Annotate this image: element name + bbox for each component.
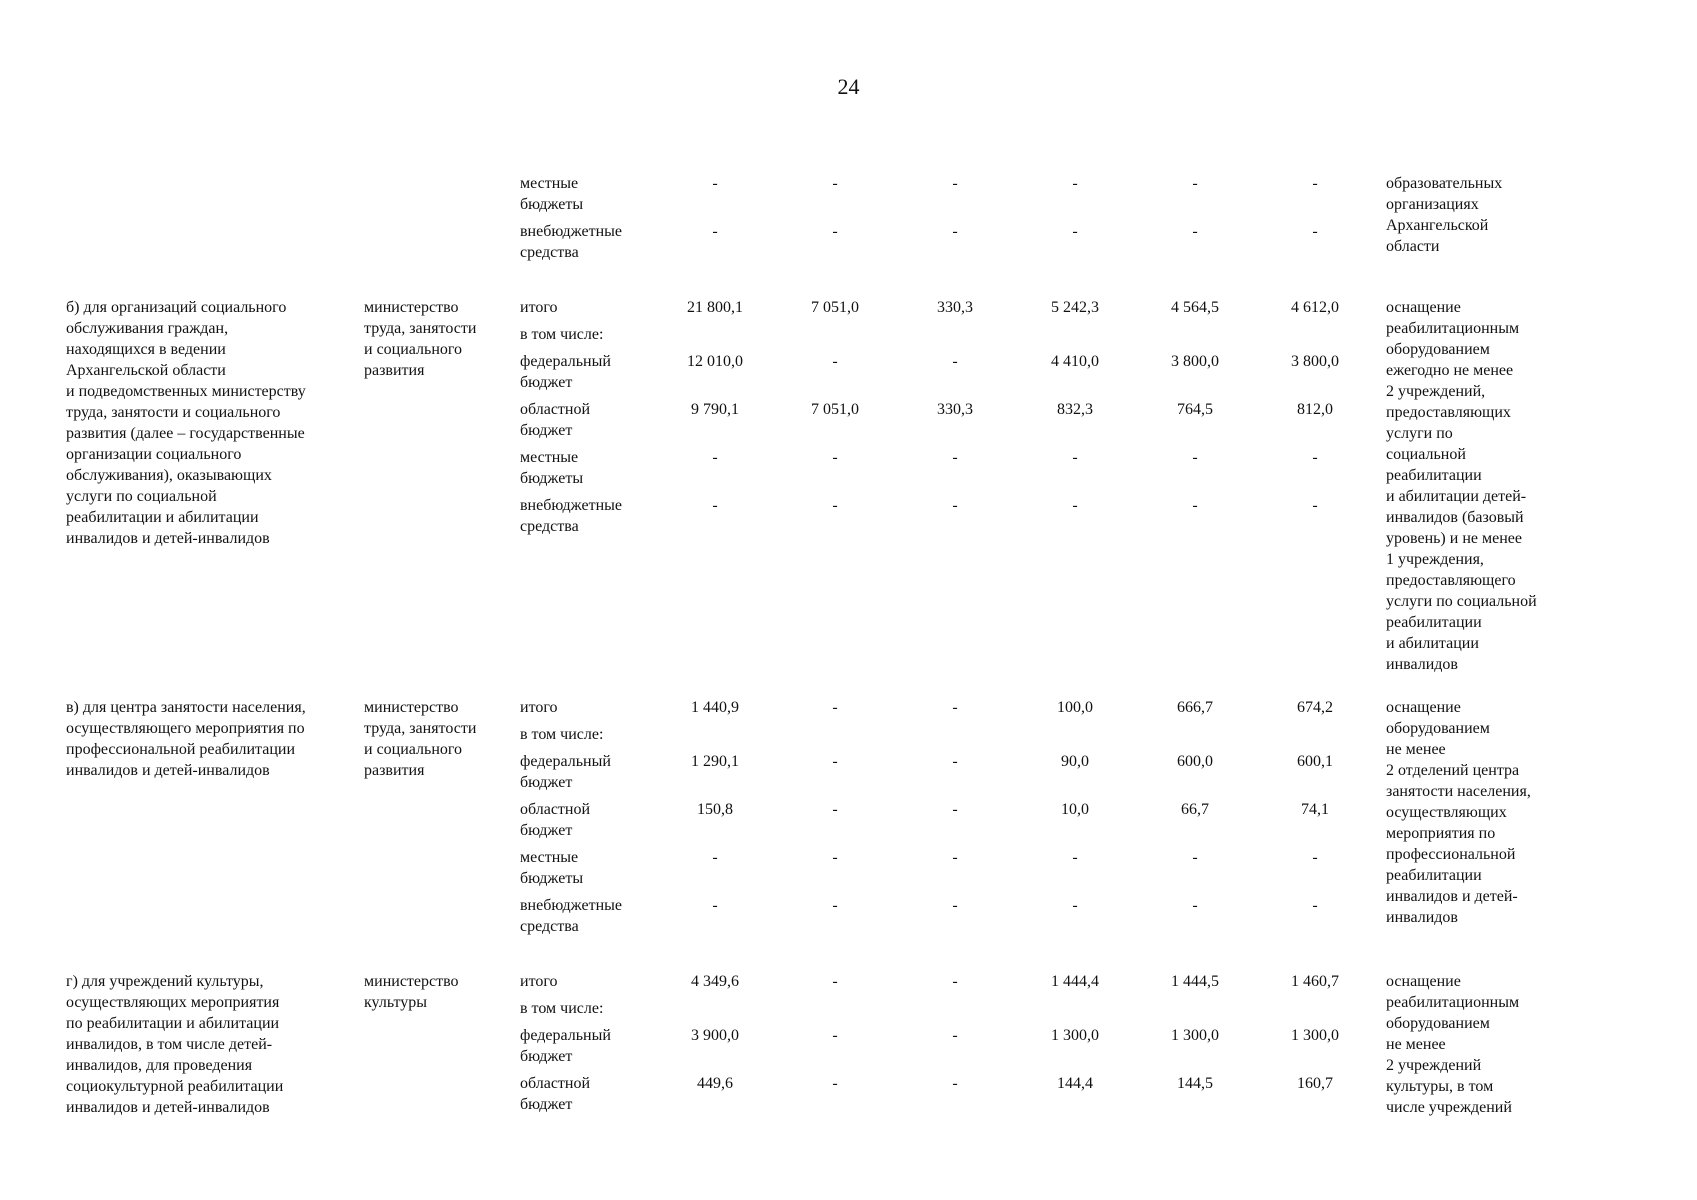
row-label: областной бюджет xyxy=(520,1075,591,1113)
measure-description: б) для организаций социального обслуживания граждан, находящихся в ведении Архангельской области и подведомственных министерству труда, занятости и социального развития (далее – государственные организации социального обслуживания), оказывающих услуги по социальной реабилитации и абилитации инвалидов и детей-инвалидов xyxy=(66,299,306,547)
value-cell: - xyxy=(1312,897,1318,914)
value-cell: - xyxy=(1312,223,1318,240)
value-cell: - xyxy=(952,223,958,240)
row-label: в том числе: xyxy=(520,1000,604,1017)
value-cell: 12 010,0 xyxy=(687,353,743,370)
value-cell: 66,7 xyxy=(1181,801,1209,818)
page-number: 24 xyxy=(837,74,860,99)
value-cell: 5 242,3 xyxy=(1051,299,1099,316)
value-cell: 7 051,0 xyxy=(811,299,859,316)
value-cell: - xyxy=(832,223,838,240)
value-cell: 160,7 xyxy=(1297,1075,1333,1092)
value-cell: - xyxy=(952,849,958,866)
value-cell: - xyxy=(952,497,958,514)
value-cell: 1 440,9 xyxy=(691,699,739,716)
value-cell: - xyxy=(832,849,838,866)
value-cell: 1 460,7 xyxy=(1291,973,1339,990)
value-cell: 600,1 xyxy=(1297,753,1333,770)
value-cell: - xyxy=(712,897,718,914)
value-cell: - xyxy=(832,1075,838,1092)
value-cell: 330,3 xyxy=(937,299,973,316)
value-cell: - xyxy=(1072,175,1078,192)
value-cell: 21 800,1 xyxy=(687,299,743,316)
executor: министерство труда, занятости и социального развития xyxy=(364,699,477,779)
value-cell: 7 051,0 xyxy=(811,401,859,418)
value-cell: 3 900,0 xyxy=(691,1027,739,1044)
value-cell: 832,3 xyxy=(1057,401,1093,418)
row-label: федеральный бюджет xyxy=(520,753,611,791)
row-label: местные бюджеты xyxy=(520,449,584,487)
row-label: областной бюджет xyxy=(520,401,591,439)
value-cell: 9 790,1 xyxy=(691,401,739,418)
value-cell: 449,6 xyxy=(697,1075,733,1092)
row-label: итого xyxy=(520,299,558,316)
value-cell: - xyxy=(832,353,838,370)
value-cell: - xyxy=(952,753,958,770)
value-cell: - xyxy=(832,449,838,466)
value-cell: - xyxy=(1072,223,1078,240)
value-cell: 330,3 xyxy=(937,401,973,418)
value-cell: - xyxy=(1192,497,1198,514)
value-cell: - xyxy=(1072,897,1078,914)
row-label: в том числе: xyxy=(520,726,604,743)
value-cell: - xyxy=(952,175,958,192)
value-cell: - xyxy=(832,973,838,990)
value-cell: - xyxy=(1192,897,1198,914)
row-label: внебюджетные средства xyxy=(520,223,622,261)
value-cell: 4 612,0 xyxy=(1291,299,1339,316)
value-cell: - xyxy=(832,897,838,914)
value-cell: 10,0 xyxy=(1061,801,1089,818)
value-cell: - xyxy=(712,497,718,514)
value-cell: - xyxy=(952,1027,958,1044)
value-cell: 1 444,4 xyxy=(1051,973,1099,990)
row-label: федеральный бюджет xyxy=(520,1027,611,1065)
value-cell: - xyxy=(712,175,718,192)
value-cell: 1 300,0 xyxy=(1171,1027,1219,1044)
result-text: оснащение реабилитационным оборудованием не менее 2 учреждений культуры, в том числе учреждений xyxy=(1386,973,1520,1116)
value-cell: - xyxy=(1312,497,1318,514)
value-cell: 1 290,1 xyxy=(691,753,739,770)
result-text: оснащение оборудованием не менее 2 отделений центра занятости населения, осуществляющих мероприятия по профессиональной реабилитации инвалидов и детей- инвалидов xyxy=(1386,699,1531,926)
value-cell: - xyxy=(1312,175,1318,192)
measure-description: в) для центра занятости населения, осуществляющего мероприятия по профессиональной реабилитации инвалидов и детей-инвалидов xyxy=(66,699,306,779)
row-label: итого xyxy=(520,973,558,990)
row-label: местные бюджеты xyxy=(520,175,584,213)
value-cell: 1 300,0 xyxy=(1291,1027,1339,1044)
value-cell: 1 444,5 xyxy=(1171,973,1219,990)
value-cell: 600,0 xyxy=(1177,753,1213,770)
value-cell: - xyxy=(952,699,958,716)
value-cell: 1 300,0 xyxy=(1051,1027,1099,1044)
value-cell: - xyxy=(832,753,838,770)
value-cell: 666,7 xyxy=(1177,699,1213,716)
value-cell: - xyxy=(832,175,838,192)
value-cell: - xyxy=(712,849,718,866)
measure-description: г) для учреждений культуры, осуществляющих мероприятия по реабилитации и абилитации инвалидов, в том числе детей- инвалидов, для проведения социокультурной реабилитации инвалидов и детей-инвалидов xyxy=(66,973,284,1116)
value-cell: - xyxy=(712,449,718,466)
value-cell: - xyxy=(1312,449,1318,466)
result-text: оснащение реабилитационным оборудованием ежегодно не менее 2 учреждений, предоставляющих услуги по социальной реабилитации и абилитации детей- инвалидов (базовый уровень) и не менее 1 учреждения, предоставляющего услуги по социальной реабилитации и абилитации инвалидов xyxy=(1386,299,1537,673)
value-cell: - xyxy=(832,699,838,716)
value-cell: - xyxy=(1312,849,1318,866)
value-cell: - xyxy=(1192,223,1198,240)
value-cell: - xyxy=(952,1075,958,1092)
value-cell: - xyxy=(832,1027,838,1044)
value-cell: - xyxy=(952,897,958,914)
value-cell: 764,5 xyxy=(1177,401,1213,418)
executor: министерство культуры xyxy=(364,973,459,1011)
value-cell: - xyxy=(952,973,958,990)
value-cell: 4 349,6 xyxy=(691,973,739,990)
value-cell: 144,5 xyxy=(1177,1075,1213,1092)
value-cell: - xyxy=(952,353,958,370)
value-cell: 100,0 xyxy=(1057,699,1093,716)
value-cell: - xyxy=(712,223,718,240)
value-cell: 4 410,0 xyxy=(1051,353,1099,370)
row-label: федеральный бюджет xyxy=(520,353,611,391)
executor: министерство труда, занятости и социального развития xyxy=(364,299,477,379)
value-cell: 674,2 xyxy=(1297,699,1333,716)
value-cell: - xyxy=(952,801,958,818)
value-cell: 3 800,0 xyxy=(1291,353,1339,370)
value-cell: - xyxy=(832,801,838,818)
value-cell: 90,0 xyxy=(1061,753,1089,770)
value-cell: - xyxy=(1072,849,1078,866)
row-label: в том числе: xyxy=(520,326,604,343)
value-cell: 812,0 xyxy=(1297,401,1333,418)
row-label: внебюджетные средства xyxy=(520,497,622,535)
value-cell: - xyxy=(1192,175,1198,192)
value-cell: 74,1 xyxy=(1301,801,1329,818)
value-cell: - xyxy=(952,449,958,466)
value-cell: 144,4 xyxy=(1057,1075,1093,1092)
value-cell: - xyxy=(1072,449,1078,466)
row-label: внебюджетные средства xyxy=(520,897,622,935)
row-label: итого xyxy=(520,699,558,716)
value-cell: - xyxy=(832,497,838,514)
value-cell: 4 564,5 xyxy=(1171,299,1219,316)
value-cell: - xyxy=(1192,449,1198,466)
row-label: местные бюджеты xyxy=(520,849,584,887)
value-cell: 150,8 xyxy=(697,801,733,818)
value-cell: 3 800,0 xyxy=(1171,353,1219,370)
value-cell: - xyxy=(1072,497,1078,514)
row-label: областной бюджет xyxy=(520,801,591,839)
result-text: образовательных организациях Архангельской области xyxy=(1386,175,1503,255)
value-cell: - xyxy=(1192,849,1198,866)
